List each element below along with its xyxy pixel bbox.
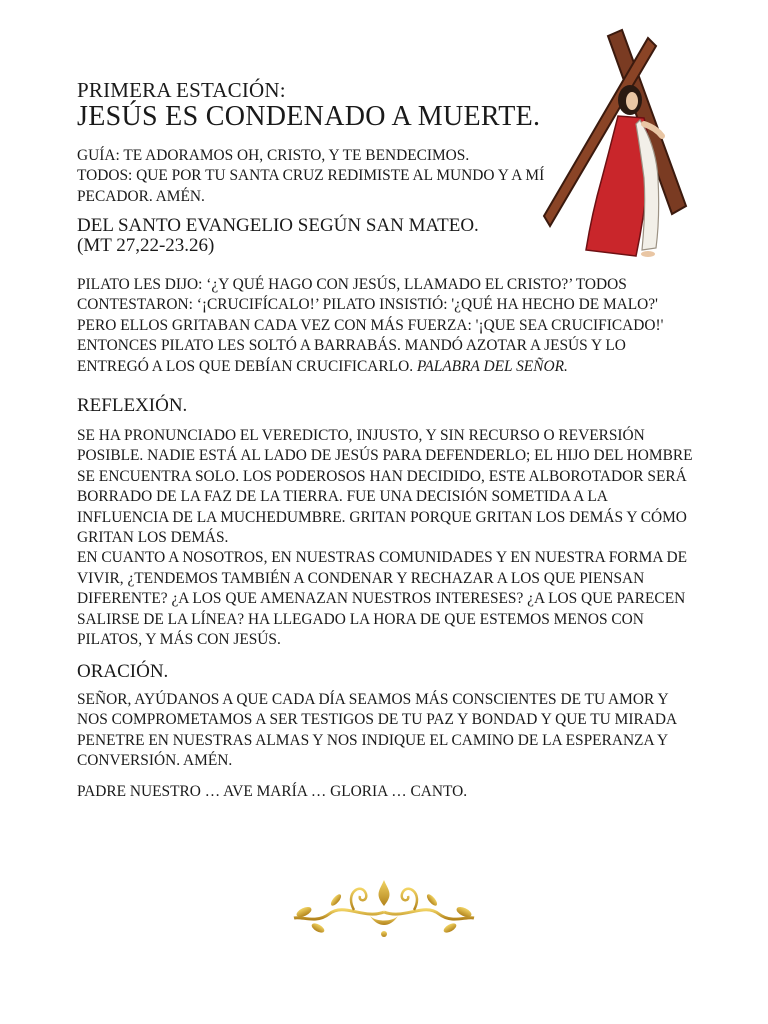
gospel-line-last	[77, 357, 697, 377]
gospel-last-text: ENTREGÓ A LOS QUE DEBÍAN CRUCIFICARLO.	[77, 357, 414, 375]
oracion-line: NOS COMPROMETAMOS A SER TESTIGOS DE TU PAZ Y BONDAD Y QUE TU MIRADA	[77, 711, 678, 729]
station-kicker: PRIMERA ESTACIÓN:	[77, 78, 286, 102]
ornament-leaf	[442, 921, 458, 934]
reflexion-line: PILATOS, Y MÁS CON JESÚS.	[77, 631, 281, 649]
guia-line: TODOS: QUE POR TU SANTA CRUZ REDIMISTE AL MUNDO Y A MÍ	[77, 167, 545, 185]
jesus-face	[626, 92, 638, 110]
closing-prayers: PADRE NUESTRO … AVE MARÍA … GLORIA … CANTO.	[77, 783, 468, 800]
reflexion-line: POSIBLE. NADIE ESTÁ AL LADO DE JESÚS PARA DEFENDERLO; EL HIJO DEL HOMBRE	[77, 447, 693, 465]
reflexion-line: SE HA PRONUNCIADO EL VEREDICTO, INJUSTO, Y SIN RECURSO O REVERSIÓN	[77, 427, 645, 444]
oracion-line: PENETRE EN NUESTRAS ALMAS Y NOS INDIQUE EL CAMINO DE LA ESPERANZA Y	[77, 731, 669, 749]
oracion-heading: ORACIÓN.	[77, 661, 169, 682]
ornament-center-fleur	[379, 880, 390, 906]
ornament-left-curl	[351, 889, 366, 910]
ornament-dot	[381, 931, 387, 937]
gospel-line: PILATO LES DIJO: ‘¿Y QUÉ HAGO CON JESÚS, LLAMADO EL CRISTO?’ TODOS	[77, 276, 627, 293]
oracion-line: CONVERSIÓN. AMÉN.	[77, 752, 233, 770]
jesus-foot	[641, 251, 655, 257]
gold-floral-ornament	[284, 872, 484, 947]
ornament-leaf	[310, 921, 326, 934]
reflexion-line: GRITAN LOS DEMÁS.	[77, 529, 229, 547]
reflexion-line: SE ENCUENTRA SOLO. LOS PODEROSOS HAN DECIDIDO, ESTE ALBOROTADOR SERÁ	[77, 467, 687, 485]
reflexion-line: VIVIR, ¿TENDEMOS TAMBIÉN A CONDENAR Y RECHAZAR A LOS QUE PIENSAN	[77, 569, 645, 587]
ornament-leaf	[329, 893, 343, 908]
station-title: JESÚS ES CONDENADO A MUERTE.	[77, 101, 541, 132]
ornament-center-base	[370, 916, 398, 925]
palabra-del-senor: PALABRA DEL SEÑOR.	[416, 357, 568, 375]
reflexion-line: DIFERENTE? ¿A LOS QUE AMENAZAN NUESTROS INTERESES? ¿A LOS QUE PARECEN	[77, 590, 686, 608]
reflexion-line: EN CUANTO A NOSOTROS, EN NUESTRAS COMUNIDADES Y EN NUESTRA FORMA DE	[77, 549, 687, 567]
guia-block	[77, 146, 567, 207]
jesus-carrying-cross-illustration	[540, 28, 690, 258]
gospel-line: CONTESTARON: ‘¡CRUCIFÍCALO!’ PILATO INSISTIÓ: '¿QUÉ HA HECHO DE MALO?'	[77, 296, 658, 314]
oracion-text	[77, 690, 697, 772]
gospel-line: PERO ELLOS GRITABAN CADA VEZ CON MÁS FUERZA: '¡QUE SEA CRUCIFICADO!'	[77, 316, 664, 334]
gospel-heading-line: DEL SANTO EVANGELIO SEGÚN SAN MATEO.	[77, 215, 479, 236]
gospel-line: ENTONCES PILATO LES SOLTÓ A BARRABÁS. MANDÓ AZOTAR A JESÚS Y LO	[77, 337, 626, 355]
ornament-leaf	[425, 893, 439, 908]
guia-line: GUÍA: TE ADORAMOS OH, CRISTO, Y TE BENDECIMOS.	[77, 147, 470, 164]
reflexion-line: SALIRSE DE LA LÍNEA? HA LLEGADO LA HORA DE QUE ESTEMOS MENOS CON	[77, 610, 644, 628]
reflexion-text	[77, 426, 697, 650]
reflexion-heading: REFLEXIÓN.	[77, 395, 188, 416]
reflexion-line: BORRADO DE LA FAZ DE LA TIERRA. FUE UNA DECISIÓN SOMETIDA A LA	[77, 488, 608, 506]
guia-line: PECADOR. AMÉN.	[77, 187, 205, 205]
gospel-text	[77, 275, 697, 377]
gospel-reference: (MT 27,22-23.26)	[77, 235, 215, 256]
oracion-line: SEÑOR, AYÚDANOS A QUE CADA DÍA SEAMOS MÁS CONSCIENTES DE TU AMOR Y	[77, 691, 669, 708]
reflexion-line: INFLUENCIA DE LA MUCHEDUMBRE. GRITAN PORQUE GRITAN LOS DEMÁS Y CÓMO	[77, 508, 687, 526]
gospel-heading	[77, 216, 479, 256]
ornament-right-curl	[402, 889, 417, 910]
